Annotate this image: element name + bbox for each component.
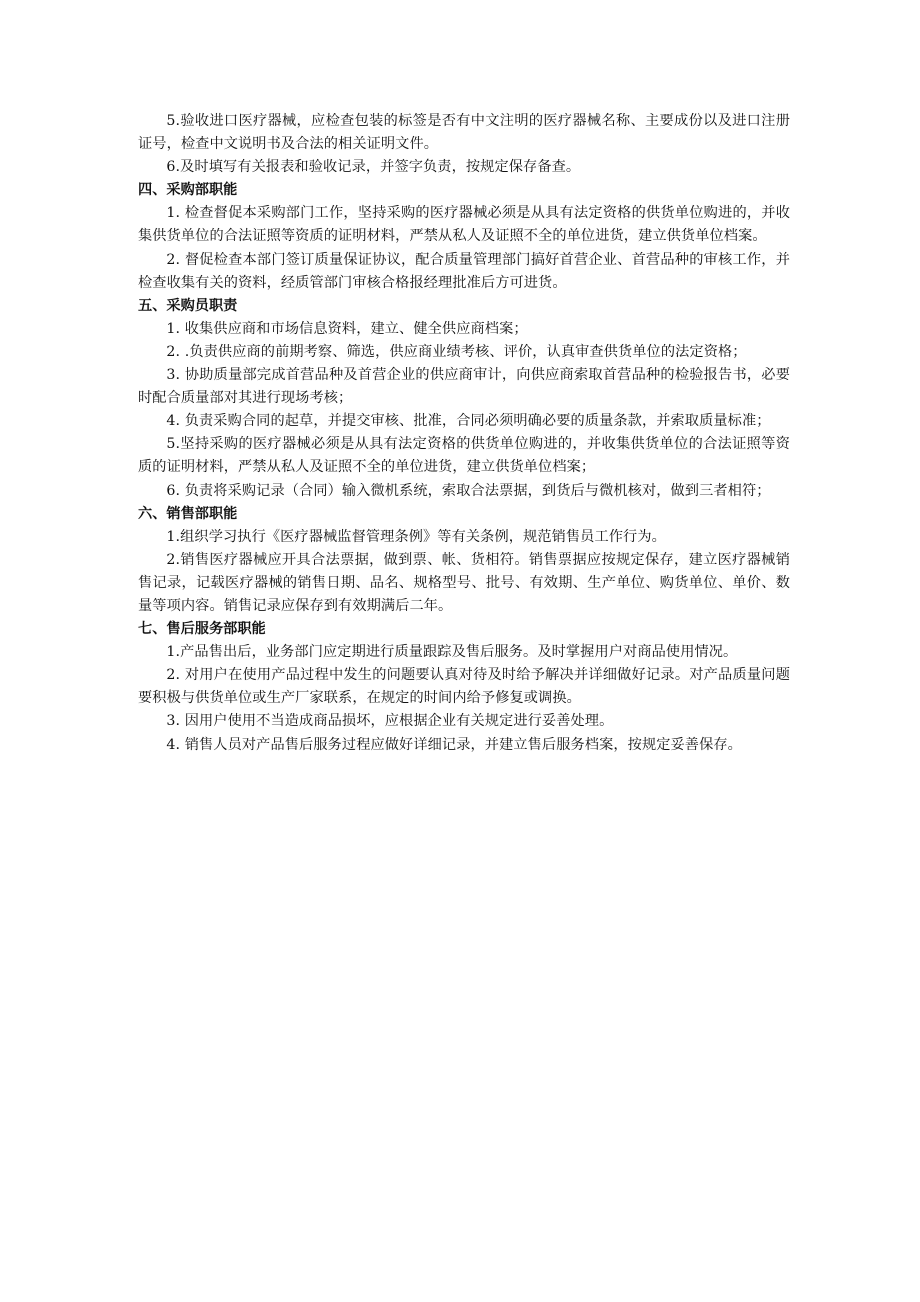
paragraph: 1. 收集供应商和市场信息资料，建立、健全供应商档案；: [166, 320, 528, 337]
paragraph: 5.验收进口医疗器械，应检查包装的标签是否有中文注明的医疗器械名称、主要成份以及进口注册证号，检查中文说明书及合法的相关证明文件。: [138, 113, 790, 153]
section-heading: 五、采购员职责: [138, 297, 238, 314]
paragraph: 1.组织学习执行《医疗器械监督管理条例》等有关条例，规范销售员工作行为。: [166, 528, 666, 545]
paragraph: 3. 因用户使用不当造成商品损坏，应根据企业有关规定进行妥善处理。: [166, 713, 614, 730]
paragraph: 2. 督促检查本部门签订质量保证协议，配合质量管理部门搞好首营企业、首营品种的审核工作，并检查收集有关的资料，经质管部门审核合格报经理批准后方可进货。: [138, 251, 790, 291]
section-heading: 六、销售部职能: [138, 505, 238, 522]
paragraph: 1.产品售出后，业务部门应定期进行质量跟踪及售后服务。及时掌握用户对商品使用情况。: [166, 644, 738, 661]
paragraph: 2.销售医疗器械应开具合法票据，做到票、帐、货相符。销售票据应按规定保存，建立医疗器械销售记录，记载医疗器械的销售日期、品名、规格型号、批号、有效期、生产单位、购货单位、单价、数量等项内容。销售记录应保存到有效期满后二年。: [138, 551, 790, 614]
paragraph: 3. 协助质量部完成首营品种及首营企业的供应商审计，向供应商索取首营品种的检验报告书，必要时配合质量部对其进行现场考核；: [138, 367, 790, 407]
paragraph: 6. 负责将采购记录（合同）输入微机系统，索取合法票据，到货后与微机核对，做到三者相符；: [166, 482, 771, 499]
paragraph: 4. 负责采购合同的起草，并提交审核、批准，合同必须明确必要的质量条款，并索取质量标准；: [166, 413, 771, 430]
paragraph: 2. 对用户在使用产品过程中发生的问题要认真对待及时给予解决并详细做好记录。对产品质量问题要积极与供货单位或生产厂家联系，在规定的时间内给予修复或调换。: [138, 667, 790, 707]
paragraph: 5.坚持采购的医疗器械必须是从具有法定资格的供货单位购进的，并收集供货单位的合法证照等资质的证明材料，严禁从私人及证照不全的单位进货，建立供货单位档案；: [138, 436, 790, 476]
paragraph: 1. 检查督促本采购部门工作，坚持采购的医疗器械必须是从具有法定资格的供货单位购进的，并收集供货单位的合法证照等资质的证明材料，严禁从私人及证照不全的单位进货，建立供货单位档案。: [138, 205, 790, 245]
paragraph: 6.及时填写有关报表和验收记录，并签字负责，按规定保存备查。: [166, 159, 581, 176]
paragraph: 4. 销售人员对产品售后服务过程应做好详细记录，并建立售后服务档案，按规定妥善保存。: [166, 736, 742, 753]
section-heading: 七、售后服务部职能: [138, 621, 266, 638]
paragraph: 2. .负责供应商的前期考察、筛选，供应商业绩考核、评价，认真审查供货单位的法定资格；: [166, 343, 747, 360]
section-heading: 四、采购部职能: [138, 182, 238, 199]
document-page: [138, 110, 790, 757]
